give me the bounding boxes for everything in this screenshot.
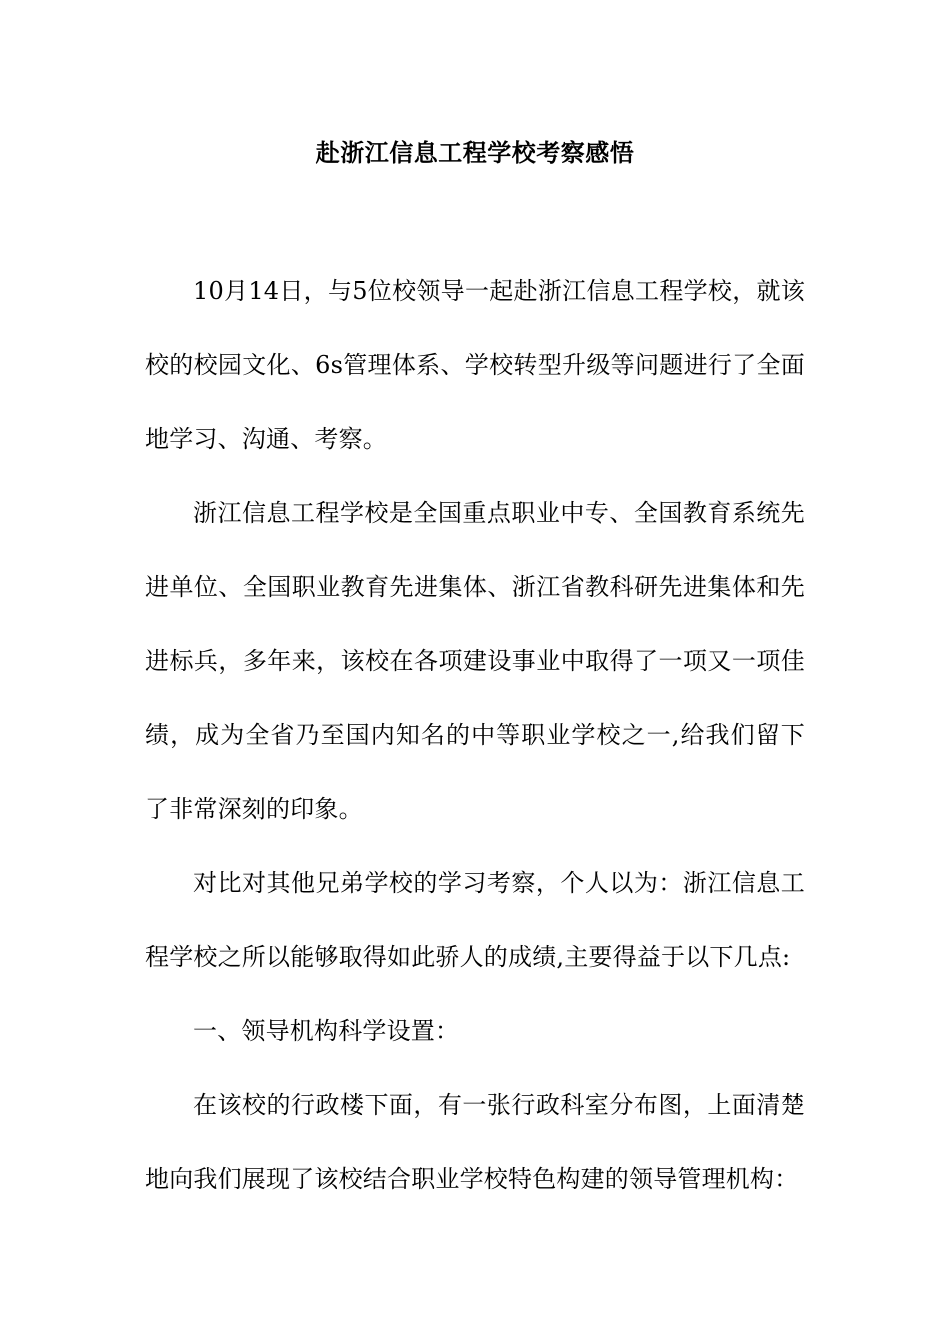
document-body [145,254,805,1216]
paragraph-comparison: 对比对其他兄弟学校的学习考察，个人以为：浙江信息工程学校之所以能够取得如此骄人的成绩,主要得益于以下几点: [145,869,805,971]
section-heading-leadership: 一、领导机构科学设置： [193,1017,460,1045]
paragraph-visit-intro: 10月14日，与5位校领导一起赴浙江信息工程学校，就该校的校园文化、6s管理体系、学校转型升级等问题进行了全面地学习、沟通、考察。 [145,277,805,453]
document-title: 赴浙江信息工程学校考察感悟 [315,138,635,167]
paragraph-school-honors: 浙江信息工程学校是全国重点职业中专、全国教育系统先进单位、全国职业教育先进集体、浙江省教科研先进集体和先进标兵，多年来，该校在各项建设事业中取得了一项又一项佳绩，成为全省乃至国内知名的中等职业学校之一,给我们留下了非常深刻的印象。 [145,499,805,823]
paragraph-org-chart: 在该校的行政楼下面，有一张行政科室分布图，上面清楚地向我们展现了该校结合职业学校特色构建的领导管理机构： [145,1091,805,1193]
